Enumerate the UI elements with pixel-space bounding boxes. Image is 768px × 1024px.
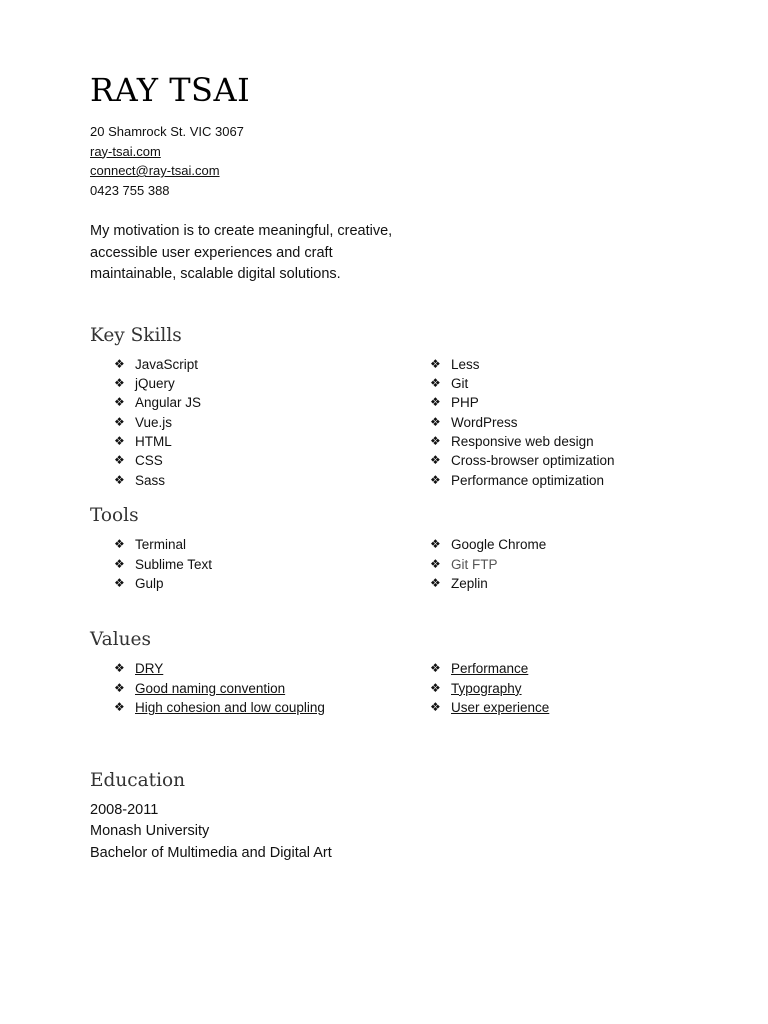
education-school: Monash University bbox=[90, 823, 210, 840]
key-skills-list bbox=[90, 355, 768, 491]
diamond-bullet-icon: ❖ bbox=[114, 375, 125, 390]
diamond-bullet-icon: ❖ bbox=[114, 576, 125, 591]
diamond-bullet-icon: ❖ bbox=[430, 680, 441, 695]
skill-item: ❖ jQuery bbox=[90, 374, 406, 393]
skill-item: ❖ CSS bbox=[90, 451, 406, 470]
skill-item: ❖ Sass bbox=[90, 471, 406, 490]
values-list bbox=[90, 659, 768, 717]
diamond-bullet-icon: ❖ bbox=[430, 453, 441, 468]
diamond-bullet-icon: ❖ bbox=[114, 700, 125, 715]
skill-item: ❖ WordPress bbox=[406, 413, 615, 432]
diamond-bullet-icon: ❖ bbox=[114, 537, 125, 552]
phone-text: 0423 755 388 bbox=[90, 182, 170, 198]
skill-item: ❖ Angular JS bbox=[90, 393, 406, 412]
education-block bbox=[90, 800, 768, 865]
diamond-bullet-icon: ❖ bbox=[114, 556, 125, 571]
tool-item: ❖ Zeplin bbox=[406, 574, 546, 593]
education-degree: Bachelor of Multimedia and Digital Art bbox=[90, 844, 332, 861]
resume-name: RAY TSAI bbox=[90, 71, 251, 109]
diamond-bullet-icon: ❖ bbox=[430, 556, 441, 571]
skill-item: ❖ JavaScript bbox=[90, 355, 406, 374]
key-skills-heading: Key Skills bbox=[90, 324, 182, 346]
key-skills-column-left bbox=[90, 355, 406, 491]
diamond-bullet-icon: ❖ bbox=[430, 434, 441, 449]
diamond-bullet-icon: ❖ bbox=[430, 395, 441, 410]
education-years: 2008-2011 bbox=[90, 801, 159, 818]
value-link[interactable]: Typography bbox=[451, 680, 522, 696]
value-link[interactable]: High cohesion and low coupling bbox=[135, 700, 325, 716]
value-item bbox=[406, 679, 549, 698]
value-link[interactable]: Good naming convention bbox=[135, 680, 286, 696]
skill-item: ❖ Cross-browser optimization bbox=[406, 451, 615, 470]
tool-item: ❖ Git FTP bbox=[406, 555, 546, 574]
skill-item: ❖ Git bbox=[406, 374, 615, 393]
skill-item: ❖ Vue.js bbox=[90, 413, 406, 432]
tool-item: ❖ Sublime Text bbox=[90, 555, 406, 574]
skill-item: ❖ Performance optimization bbox=[406, 471, 615, 490]
diamond-bullet-icon: ❖ bbox=[114, 395, 125, 410]
diamond-bullet-icon: ❖ bbox=[114, 680, 125, 695]
value-link[interactable]: Performance bbox=[451, 661, 529, 677]
values-heading: Values bbox=[90, 629, 151, 651]
values-column-left bbox=[90, 659, 406, 717]
diamond-bullet-icon: ❖ bbox=[430, 700, 441, 715]
values-column-right bbox=[406, 659, 549, 717]
tool-item: ❖ Terminal bbox=[90, 535, 406, 554]
diamond-bullet-icon: ❖ bbox=[114, 434, 125, 449]
diamond-bullet-icon: ❖ bbox=[114, 414, 125, 429]
diamond-bullet-icon: ❖ bbox=[430, 576, 441, 591]
address-text: 20 Shamrock St. VIC 3067 bbox=[90, 124, 244, 139]
tools-heading: Tools bbox=[90, 505, 139, 527]
diamond-bullet-icon: ❖ bbox=[114, 453, 125, 468]
skill-item: ❖ Less bbox=[406, 355, 615, 374]
skill-item: ❖ HTML bbox=[90, 432, 406, 451]
diamond-bullet-icon: ❖ bbox=[430, 414, 441, 429]
tool-item: ❖ Google Chrome bbox=[406, 535, 546, 554]
value-item bbox=[406, 659, 549, 678]
tools-list bbox=[90, 535, 768, 593]
diamond-bullet-icon: ❖ bbox=[430, 537, 441, 552]
skill-item: ❖ Responsive web design bbox=[406, 432, 615, 451]
diamond-bullet-icon: ❖ bbox=[114, 661, 125, 676]
value-link[interactable]: User experience bbox=[451, 700, 550, 716]
value-link[interactable]: DRY bbox=[135, 661, 164, 677]
tools-column-right bbox=[406, 535, 546, 593]
value-item bbox=[90, 679, 406, 698]
value-item bbox=[90, 659, 406, 678]
diamond-bullet-icon: ❖ bbox=[430, 356, 441, 371]
contact-block bbox=[90, 122, 768, 200]
diamond-bullet-icon: ❖ bbox=[430, 375, 441, 390]
diamond-bullet-icon: ❖ bbox=[114, 356, 125, 371]
value-item bbox=[406, 698, 549, 717]
website-link[interactable]: ray-tsai.com bbox=[90, 143, 161, 159]
education-heading: Education bbox=[90, 769, 186, 791]
tools-column-left bbox=[90, 535, 406, 593]
tool-item: ❖ Gulp bbox=[90, 574, 406, 593]
email-link[interactable]: connect@ray-tsai.com bbox=[90, 163, 220, 178]
diamond-bullet-icon: ❖ bbox=[114, 472, 125, 487]
diamond-bullet-icon: ❖ bbox=[430, 661, 441, 676]
key-skills-column-right bbox=[406, 355, 615, 491]
skill-item: ❖ PHP bbox=[406, 393, 615, 412]
value-item bbox=[90, 698, 406, 717]
intro-statement: My motivation is to create meaningful, creative, accessible user experiences and craft maintainable, scalable digital solutions. bbox=[90, 223, 393, 282]
diamond-bullet-icon: ❖ bbox=[430, 472, 441, 487]
